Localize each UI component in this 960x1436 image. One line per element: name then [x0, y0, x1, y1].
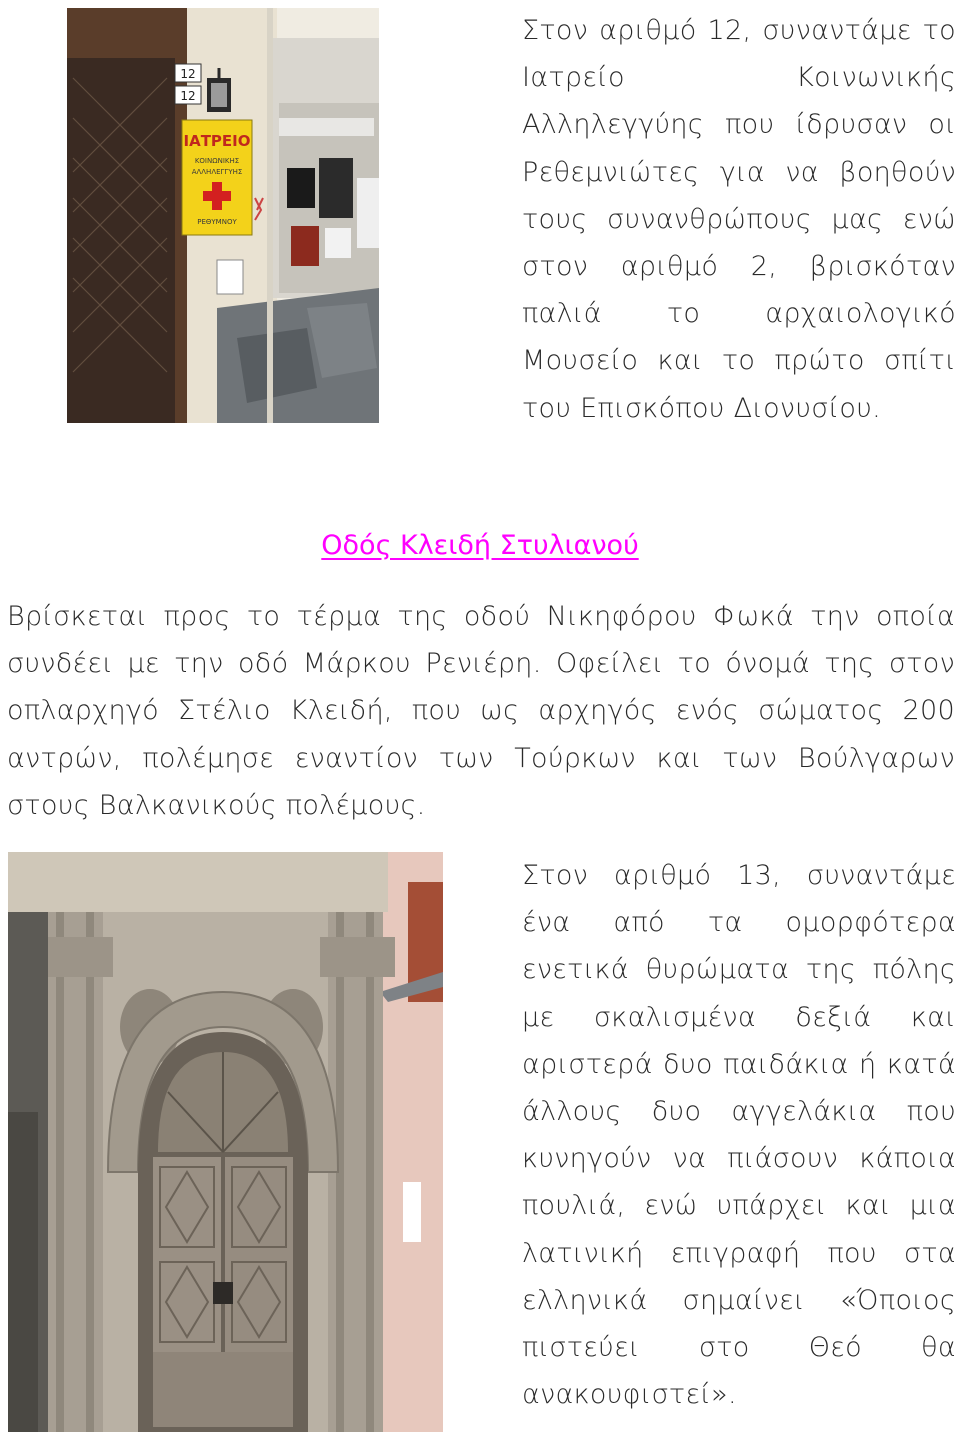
clinic-entrance-photo [67, 8, 379, 423]
clinic-sign-line1: ΚΟΙΝΩΝΙΚΗΣ [194, 157, 240, 165]
venetian-doorway-illustration [8, 852, 443, 1432]
doorway-description-paragraph: Στον αριθμό 13, συναντάμε ένα από τα ομορφότερα ενετικά θυρώματα της πόλης με σκαλισμένα δεξιά και αριστερά δυο παιδάκια ή κατά άλλους δυο αγγελάκια που κυνηγούν να πιάσουν κάποια πουλιά, ενώ υπάρχει και μια λατινική επιγραφή που στα ελληνικά σημαίνει «Όποιος πιστεύει στο Θεό θα ανακουφιστεί». [522, 860, 956, 1411]
clinic-sign-title: ΙΑΤΡΕΙΟ [183, 132, 251, 150]
clinic-sign-line3: ΡΕΘΥΜΝΟΥ [197, 218, 237, 226]
street-description-paragraph: Βρίσκεται προς το τέρμα της οδού Νικηφόρου Φωκά την οποία συνδέει με την οδό Μάρκου Ρενιέρη. Οφείλει το όνομά της στον οπλαρχηγό Στέλιο Κλειδή, που ως αρχηγός ενός σώματος 200 αντρών, πολέμησε εναντίον των Τούρκων και των Βούλγαρων στους Βαλκανικούς πολέμους. [7, 601, 955, 821]
venetian-doorway-photo [8, 852, 443, 1432]
street-heading-link[interactable]: Οδός Κλειδή Στυλιανού [321, 530, 639, 561]
clinic-entrance-illustration [67, 8, 379, 423]
clinic-description-paragraph: Στον αριθμό 12, συναντάμε το Ιατρείο Κοινωνικής Αλληλεγγύης που ίδρυσαν οι Ρεθεμνιώτες για να βοηθούν τους συνανθρώπους μας ενώ στον αριθμό 2, βρισκόταν παλιά το αρχαιολογικό Μουσείο και το πρώτο σπίτι του Επισκόπου Διονυσίου. [522, 15, 956, 424]
clinic-sign-line2: ΑΛΛΗΛΕΓΓΥΗΣ [191, 168, 243, 176]
door-number-top: 12 [180, 67, 196, 81]
door-number-bottom: 12 [180, 89, 196, 103]
